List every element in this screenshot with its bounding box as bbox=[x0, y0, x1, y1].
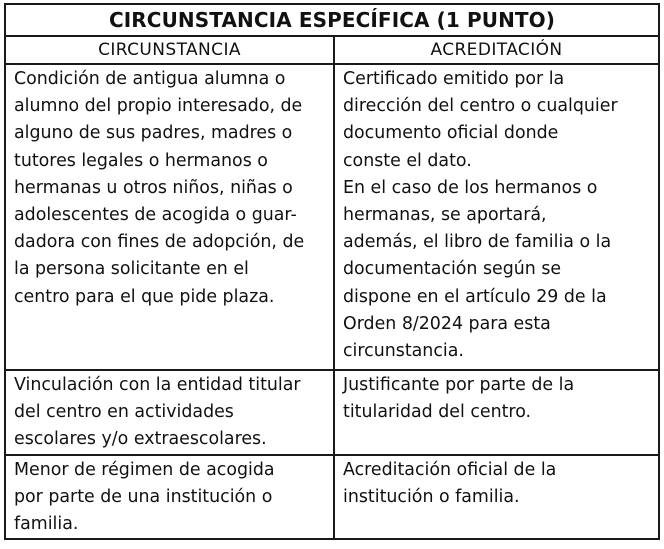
text-line: familia. bbox=[14, 514, 79, 535]
text-line: del centro en actividades bbox=[14, 402, 234, 423]
text-line: centro para el que pide plaza. bbox=[14, 286, 275, 307]
text-line: por parte de una institución o bbox=[14, 486, 273, 507]
header-acreditacion: ACREDITACIÓN bbox=[334, 36, 659, 64]
text-line: Certificado emitido por la bbox=[343, 69, 565, 89]
circumstance-cell bbox=[5, 370, 334, 455]
header-row bbox=[5, 36, 659, 64]
text-line: alguno de sus padres, madres o bbox=[14, 123, 293, 144]
text-line: circunstancia. bbox=[343, 341, 464, 362]
table-row bbox=[5, 64, 659, 370]
table-title: CIRCUNSTANCIA ESPECÍFICA (1 PUNTO) bbox=[5, 4, 659, 36]
text-line: documentación según se bbox=[343, 259, 562, 280]
text-line: Justificante por parte de la bbox=[343, 375, 575, 395]
text-line: Orden 8/2024 para esta bbox=[343, 313, 551, 334]
text-line: dadora con fines de adopción, de bbox=[14, 232, 305, 253]
circumstance-cell bbox=[5, 64, 334, 370]
header-circunstancia: CIRCUNSTANCIA bbox=[5, 36, 334, 64]
accreditation-cell bbox=[334, 370, 659, 455]
text-line: dirección del centro o cualquier bbox=[343, 96, 618, 117]
text-line: conste el dato. bbox=[343, 150, 472, 171]
text-line: dispone en el artículo 29 de la bbox=[343, 286, 607, 307]
text-line: Condición de antigua alumna o bbox=[14, 69, 286, 89]
text-line: institución o familia. bbox=[343, 486, 520, 507]
document-page bbox=[4, 3, 658, 540]
circumstance-cell bbox=[5, 455, 334, 540]
text-line: Menor de régimen de acogida bbox=[14, 459, 275, 480]
text-line: alumno del propio interesado, de bbox=[14, 96, 303, 117]
text-line: documento oficial donde bbox=[343, 123, 559, 144]
accreditation-cell bbox=[334, 64, 659, 370]
text-line: En el caso de los hermanos o bbox=[343, 177, 598, 198]
text-line: hermanas, se aportará, bbox=[343, 205, 547, 226]
table-row bbox=[5, 455, 659, 540]
text-line: Acreditación oficial de la bbox=[343, 459, 557, 480]
text-line: escolares y/o extraescolares. bbox=[14, 429, 267, 450]
text-line: además, el libro de familia o la bbox=[343, 232, 612, 253]
text-line: hermanas u otros niños, niñas o bbox=[14, 177, 293, 198]
text-line: Vinculación con la entidad titular bbox=[14, 375, 301, 395]
accreditation-cell bbox=[334, 455, 659, 540]
text-line: la persona solicitante en el bbox=[14, 259, 249, 280]
table-row bbox=[5, 370, 659, 455]
text-line: adolescentes de acogida o guar- bbox=[14, 205, 297, 226]
circumstance-table bbox=[4, 3, 660, 540]
title-row bbox=[5, 4, 659, 36]
text-line: tutores legales o hermanos o bbox=[14, 150, 268, 171]
text-line: titularidad del centro. bbox=[343, 402, 532, 423]
